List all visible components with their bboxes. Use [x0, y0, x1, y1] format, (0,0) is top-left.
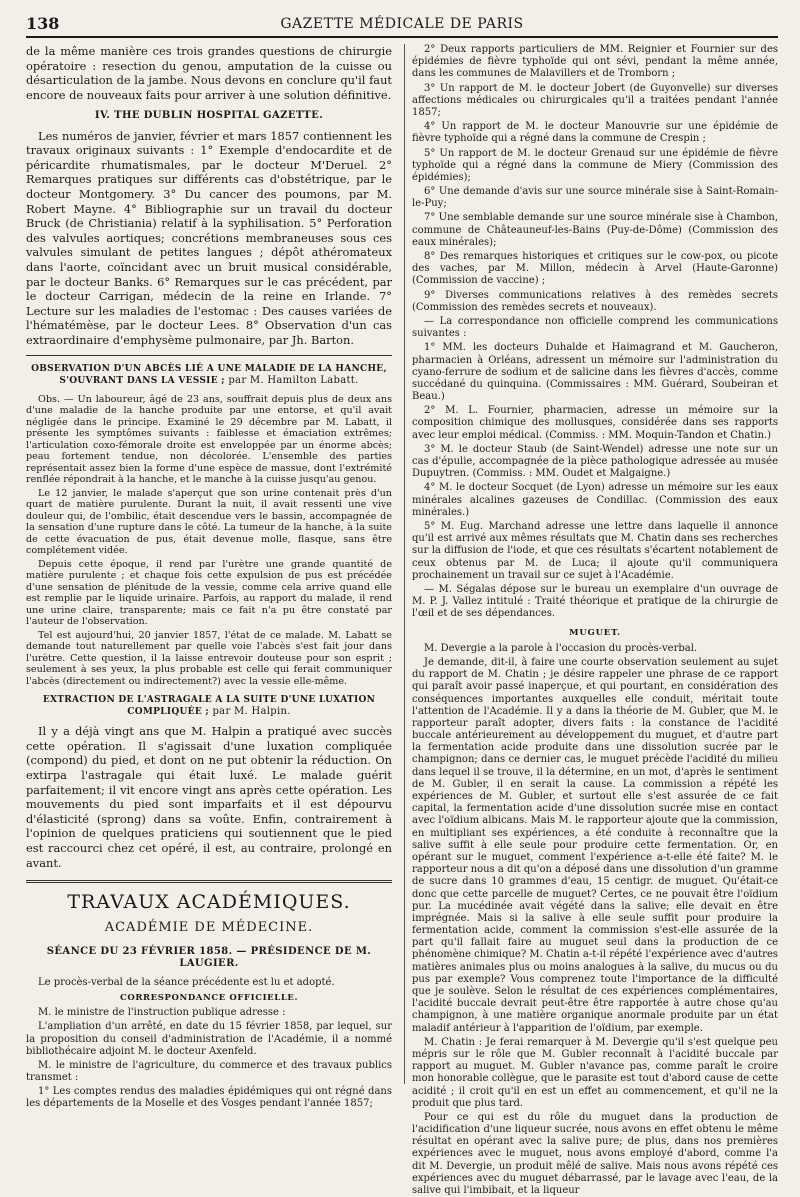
journal-title: GAZETTE MÉDICALE DE PARIS: [280, 16, 524, 32]
divider: [26, 355, 392, 356]
page-header: [26, 14, 778, 38]
left-column: [26, 44, 392, 1110]
muguet-title: MUGUET.: [569, 628, 621, 639]
right-column: [412, 44, 778, 1197]
list-paragraph: 2° Deux rapports particuliers de MM. Reignier et Fournier sur des épidémies de fièvre typhoïde qui ont sévi, pendant la même année, dans les communes de Malavillers et de Tromborn ;: [412, 44, 778, 80]
observation-author: par M. Hamilton Labatt.: [228, 375, 359, 387]
muguet-paragraph: M. Devergie a la parole à l'occasion du procès-verbal.: [424, 642, 698, 654]
observation-paragraph: Obs. — Un laboureur, âgé de 23 ans, souffrait depuis plus de deux ans d'une maladie de la hanche produite par une entorse, et qu'il avait négligée dans le principe. Examiné le 29 décembre par M. Labatt, il présente les symptômes suivants : faiblesse et émaciation extrêmes; l'articulation coxo-fémorale droite est enveloppée par un énorme abcès; peau fortement tendue, non décolorée. L'ensemble des parties représentait assez bien la forme d'une espèce de massue, dont l'extrémité renflée répondrait à la hanche, et le manche à la cuisse jusqu'au genou.: [26, 393, 392, 486]
list-paragraph: 9° Diverses communications relatives à des remèdes secrets (Commission des remèdes secrets et nouveaux).: [412, 289, 778, 313]
astragale-author: par M. Halpin.: [212, 706, 291, 718]
list-paragraph: 3° Un rapport de M. le docteur Jobert (de Guyonvelle) sur diverses affections médicales ou chirurgicales qu'il a traitées pendant l'année 1857;: [412, 82, 778, 118]
list-paragraph: 1° MM. les docteurs Duhalde et Haimagrand et M. Gaucheron, pharmacien à Orléans, adressent un mémoire sur l'administration du cyano-ferrure de sodium et de salicine dans les fièvres d'accès, comme succédané du quinquina. (Commissaires : MM. Guérard, Soubeiran et Beau.): [412, 342, 778, 403]
seance-line: SÉANCE DU 23 FÉVRIER 1858. — PRÉSIDENCE DE M. LAUGIER.: [46, 946, 372, 970]
correspondance-paragraph: M. le ministre de l'agriculture, du commerce et des travaux publics transmet :: [26, 1059, 392, 1084]
muguet-paragraph: M. Chatin : Je ferai remarquer à M. Devergie qu'il s'est quelque peu mépris sur le rôle que M. Gubler reconnaît à l'acidité buccale par rapport au muguet. M. Gubler n'avance pas, comme paraît le croire mon honorable collègue, que le parasite est tout d'abord cause de cette acidité ; il croit qu'il en est un effet au commencement, et qu'il ne la produit que plus tard.: [412, 1036, 778, 1109]
observation-paragraph: Tel est aujourd'hui, 20 janvier 1857, l'état de ce malade. M. Labatt se demande tout naturellement par quelle voie l'abcès s'est fait jour dans l'urètre. Cette question, il la laisse entrevoir douteuse pour son esprit ; seulement à ses yeux, la plus probable est celle qui ferait communiquer l'abcès (directement ou indirectement?) avec la vessie elle-même.: [26, 629, 392, 687]
observation-body: [26, 394, 392, 688]
academie-title: ACADÉMIE DE MÉDECINE.: [104, 920, 314, 936]
astragale-title: [26, 695, 392, 718]
list-paragraph: — La correspondance non officielle comprend les communications suivantes :: [412, 315, 778, 340]
muguet-paragraph: Je demande, dit-il, à faire une courte observation seulement au sujet du rapport de M. Chatin ; je désire rappeler une phrase de ce rapport qui paraît avoir passé inaperçue, et qui pourtant, en considération des conséquences importantes auxquelles elle conduit, méritait toute l'attention de l'Académie. Il y a dans la théorie de M. Gubler, que M. le rapporteur paraît adopter, divers faits : la constance de l'acidité buccale antérieurement au développement du muguet, et d'autre part la fermentation acide produite dans une dissolution sucrée par le champignon; dans ce dernier cas, le muguet précède l'acidité du milieu dans lequel il se trouve, il la détermine, en un mot, d'après le sentiment de M. Gubler, il en serait la cause. La commission a répété les expériences de M. Gubler, et surtout elle s'est assurée de ce fait capital, la fermentation acide d'une dissolution sucrée mise en contact avec l'oïdium albicans. Mais M. le rapporteur ajoute que la commission, en multipliant ses expériences, a été conduite à reconnaître que la salive suffit à elle seule pour produire cette fermentation. Or, en opérant sur le muguet, comment l'expérience a-t-elle été faite? M. le rapporteur nous a dit qu'on a déposé dans une dissolution d'un gramme de sucre dans 10 grammes d'eau, 15 centigr. de muguet. Qu'était-ce donc que cette parcelle de muguet? Certes, ce ne pouvait être l'oïdium pur. La mucédinée avait végété dans la salive; elle devait en être imprégnée. Mais si la salive à elle seule suffit pour produire la fermentation acide, comment la commission s'est-elle assurée de la part qu'il fallait faire au muguet seul dans la production de ce phénomène chimique? M. Chatin a-t-il répété l'expérience avec d'autres matières animales plus ou moins analogues à la salive, du mucus ou du pus par exemple? Vous comprenez toute l'importance de la difficulté que je soulève. Selon le résultat de ces expériences complémentaires, l'acidité buccale devrait peut-être être rapportée à autre chose qu'au champignon, à une matière organique anormale produite par un état maladif antérieur à l'apparition de l'oïdium, par exemple.: [412, 656, 778, 1034]
proces-verbal: Le procès-verbal de la séance précédente est lu et adopté.: [38, 976, 335, 988]
list-paragraph: 5° Un rapport de M. le docteur Grenaud sur une épidémie de fièvre typhoïde qui a régné dans la commune de Miery (Commission des épidémies);: [412, 147, 778, 183]
list-paragraph: 5° M. Eug. Marchand adresse une lettre dans laquelle il annonce qu'il est arrivé aux mêmes résultats que M. Chatin dans ses recherches sur la diffusion de l'iode, et que ces résultats s'écartent notablement de ceux obtenus par M. de Luca; il ajoute qu'il communiquera prochainement un travail sur ce sujet à l'Académie.: [412, 520, 778, 581]
intro-paragraph: de la même manière ces trois grandes questions de chirurgie opératoire : resection du genou, amputation de la cuisse ou désarticulation de la jambe. Nous devons en conclure qu'il faut encore de nouveaux faits pour arriver à une solution définitive.: [26, 44, 392, 102]
section-iv-title: IV. THE DUBLIN HOSPITAL GAZETTE.: [94, 110, 324, 122]
observation-paragraph: Le 12 janvier, le malade s'aperçut que son urine contenait près d'un quart de matière purulente. Durant la nuit, il avait ressenti une vive douleur qui, de l'ombilic, était descendue vers le bassin, accompagnée de la sensation d'une rupture dans le côté. La tumeur de la hanche, à la suite de cette évacuation de pus, était devenue molle, flasque, sans être complétement vidée.: [26, 487, 392, 557]
double-rule: [26, 880, 392, 883]
list-paragraph: 6° Une demande d'avis sur une source minérale sise à Saint-Romain-le-Puy;: [412, 186, 778, 210]
correspondance-title: CORRESPONDANCE OFFICIELLE.: [119, 992, 299, 1003]
correspondance-paragraph: L'ampliation d'un arrêté, en date du 15 février 1858, par lequel, sur la proposition du conseil d'administration de l'Académie, il a nommé bibliothécaire adjoint M. le docteur Axenfeld.: [26, 1021, 392, 1057]
observation-title-text: OBSERVATION D'UN ABCÈS LIÉ A UNE MALADIE DE LA HANCHE, S'OUVRANT DANS LA VESSIE ;: [31, 364, 387, 387]
page-number: 138: [26, 14, 60, 33]
list-paragraph: 4° Un rapport de M. le docteur Manouvrie sur une épidémie de fièvre typhoïde qui a régné dans la commune de Crespin ;: [412, 121, 778, 145]
list-paragraph: 3° M. le docteur Staub (de Saint-Wendel) adresse une note sur un cas d'épulie, accompagnée de la pièce pathologique adressée au musée Dupuytren. (Commiss. : MM. Oudet et Malgaigne.): [412, 443, 778, 480]
list-paragraph: — M. Ségalas dépose sur le bureau un exemplaire d'un ouvrage de M. P. J. Vallez intitulé : Traité théorique et pratique de la chirurgie de l'œil et de ses dépendances.: [412, 583, 778, 620]
column-divider: [404, 44, 405, 1084]
dublin-paragraph: Les numéros de janvier, février et mars 1857 contiennent les travaux originaux suivants : 1° Exemple d'endocardite et de péricardite rhumatismales, par le docteur M'Deruel. 2° Remarques pratiques sur différents cas d'obstétrique, par le docteur Montgomery. 3° Du cancer des poumons, par M. Robert Mayne. 4° Bibliographie sur un travail du docteur Bruck (de Christiania) relatif à la syphilisation. 5° Perforation des valvules aortiques; concrétions membraneuses sous ces valvules simulant de petites langues ; dépôt athéromateux dans l'aorte, coïncidant avec un bruit musical considérable, par le docteur Banks. 6° Remarques sur le cas précédent, par le docteur Carrigan, médecin de la reine en Irlande. 7° Lecture sur les maladies de l'estomac : Des causes variées de l'hématémèse, par le docteur Lees. 8° Observation d'un cas extraordinaire d'emphysème pulmonaire, par Jh. Barton.: [26, 128, 392, 347]
travaux-title: TRAVAUX ACADÉMIQUES.: [67, 891, 351, 914]
list-paragraph: 7° Une semblable demande sur une source minérale sise à Chambon, commune de Châteauneuf-les-Bains (Puy-de-Dôme) (Commission des eaux minérales);: [412, 212, 778, 248]
muguet-paragraph: Pour ce qui est du rôle du muguet dans la production de l'acidification d'une liqueur sucrée, nous avons en effet obtenu le même résultat en opérant avec la salive pure; de plus, dans nos premières expériences avec le muguet, nous avons employé d'abord, comme l'a dit M. Devergie, un produit mêlé de salive. Mais nous avons répété ces expériences avec du muguet débarrassé, par le lavage avec l'eau, de la salive qui l'imbibait, et la liqueur: [412, 1111, 778, 1197]
correspondance-paragraph: M. le ministre de l'instruction publique adresse :: [38, 1007, 286, 1019]
observation-paragraph: Depuis cette époque, il rend par l'urètre une grande quantité de matière purulente ; et chaque fois cette expulsion de pus est précédée d'une sensation de plénitude de la vessie, comme cela arrive quand elle est remplie par le liquide urinaire. Parfois, au rapport du malade, il rend une urine claire, transparente; mais ce fait n'a pu être constaté par l'auteur de l'observation.: [26, 558, 392, 628]
astragale-paragraph: Il y a déjà vingt ans que M. Halpin a pratiqué avec succès cette opération. Il s'agissait d'une luxation compliquée (compond) du pied, et dont on ne put obtenir la réduction. On extirpa l'astragale qui était luxé. Le malade guérit parfaitement; il vit encore vingt ans après cette opération. Les mouvements du pied sont imparfaits et il est dépourvu d'élasticité (sprong) dans sa voûte. Enfin, contrairement à l'opinion de quelques praticiens qui soutiennent que le pied est raccourci chez cet opéré, il est, au contraire, prolongé en avant.: [26, 724, 392, 870]
list-paragraph: 8° Des remarques historiques et critiques sur le cow-pox, ou picote des vaches, par M. Millon, médecin à Arvel (Haute-Garonne) (Commission de vaccine) ;: [412, 251, 778, 287]
list-paragraph: 4° M. le docteur Socquet (de Lyon) adresse un mémoire sur les eaux minérales alcalines gazeuses de Condillac. (Commission des eaux minérales.): [412, 482, 778, 518]
observation-title: [26, 364, 392, 387]
list-paragraph: 2° M. L. Fournier, pharmacien, adresse un mémoire sur la composition chimique des mollusques, considérée dans ses rapports avec leur emploi médical. (Commiss. : MM. Moquin-Tandon et Chatin.): [412, 405, 778, 441]
correspondance-paragraph: 1° Les comptes rendus des maladies épidémiques qui ont régné dans les départements de la Moselle et des Vosges pendant l'année 1857;: [26, 1086, 392, 1110]
astragale-title-text: EXTRACTION DE L'ASTRAGALE A LA SUITE D'UNE LUXATION COMPLIQUÉE ;: [42, 695, 376, 718]
